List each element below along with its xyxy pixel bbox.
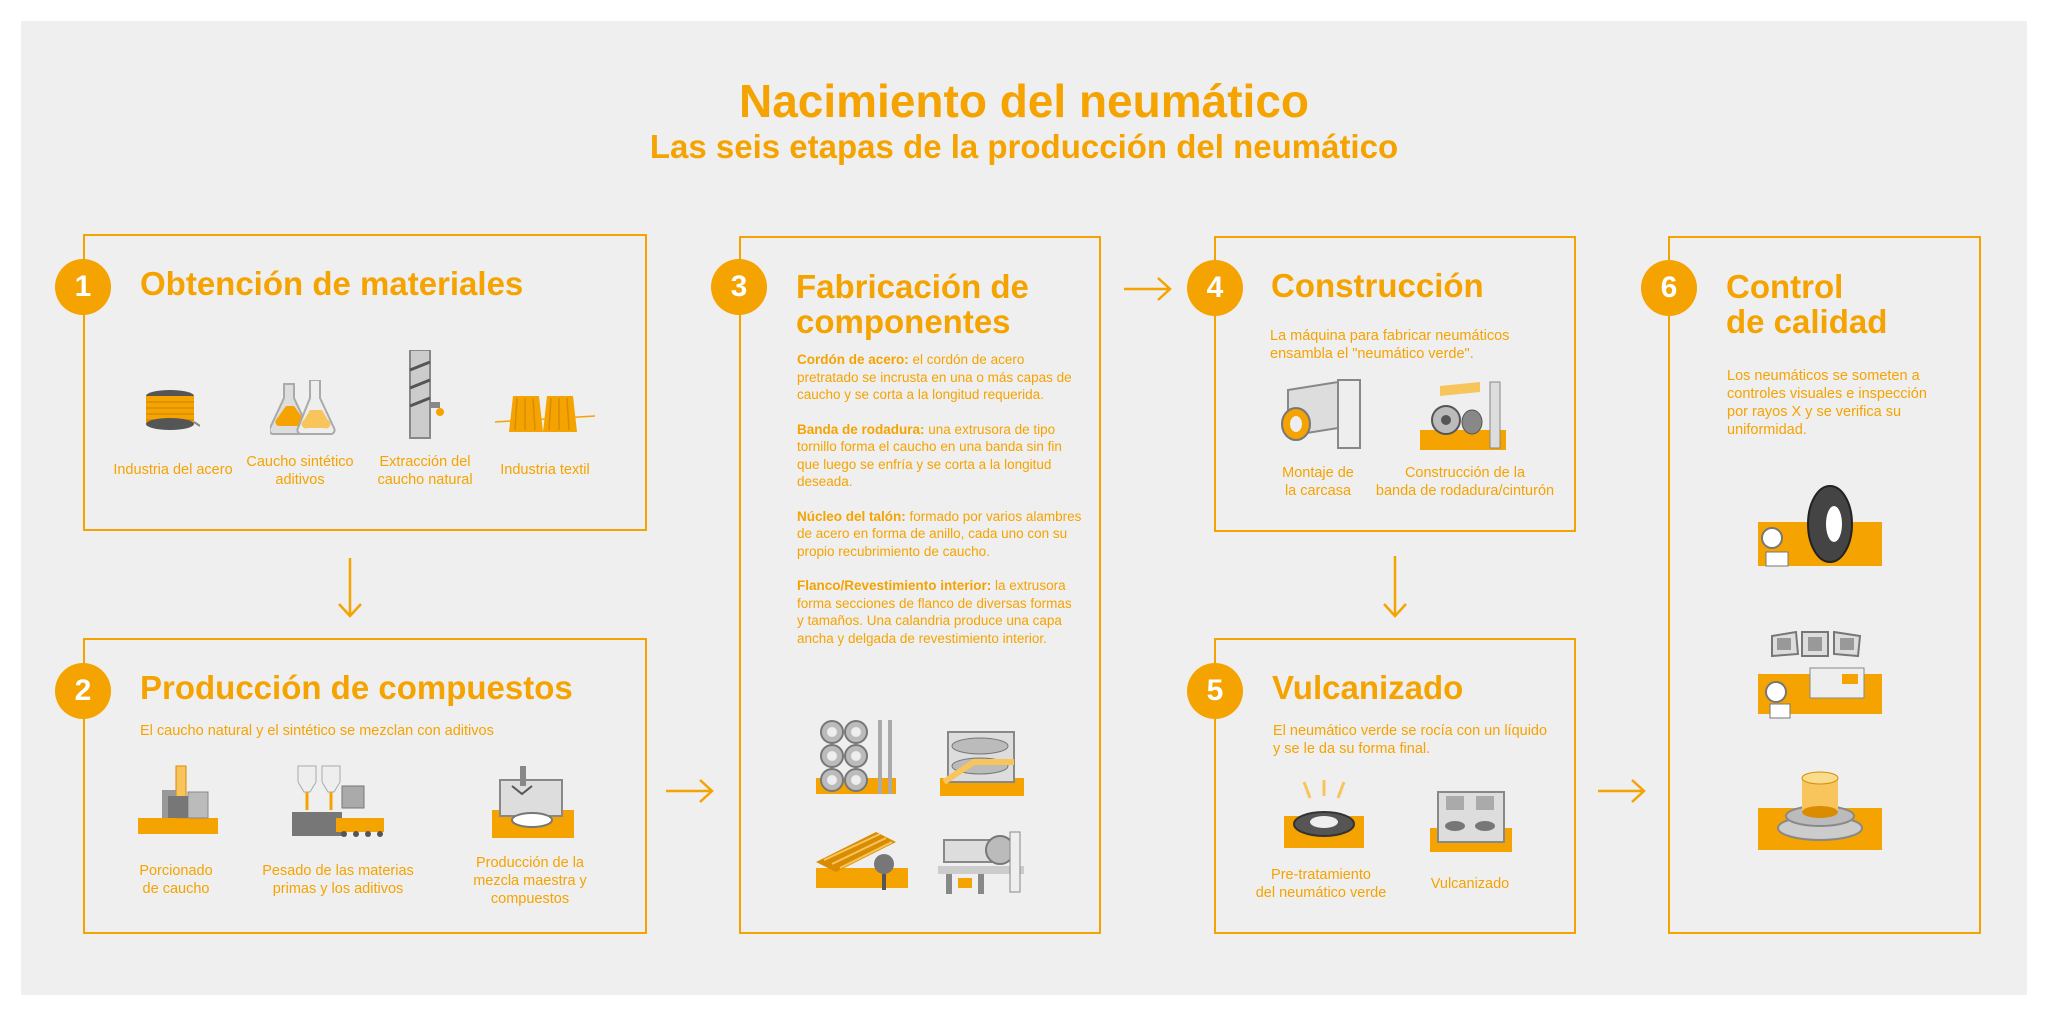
uniformity-machine-icon <box>1758 768 1882 854</box>
stage-6-description: Los neumáticos se someten a controles visuales e inspección por rayos X y se verifica su uniformidad. <box>1727 368 1927 438</box>
stage-2-item-label: Pesado de las materias primas y los aditivos <box>262 863 414 897</box>
xray-monitors-icon <box>1758 628 1882 720</box>
stage-1-item-label: Extracción del caucho natural <box>377 454 473 488</box>
mixer-machine-icon <box>490 766 576 840</box>
vulcanizing-press-icon <box>1430 790 1512 854</box>
stage-4-badge: 4 <box>1187 260 1243 316</box>
page-title: Nacimiento del neumático <box>738 75 1309 127</box>
steel-coil-icon <box>140 388 200 438</box>
stage-2-title: Producción de compuestos <box>140 669 573 706</box>
paragraph-text: formado por varios alambres de acero en forma de anillo, cada uno con su propio recubrimiento de caucho. <box>797 508 1082 559</box>
extruder-machine-icon <box>938 822 1024 896</box>
stage-1-item-label: Industria textil <box>500 462 590 478</box>
stage-1-item-label: Caucho sintético aditivos <box>246 454 354 488</box>
stage-4-description: La máquina para fabricar neumáticos ensambla el "neumático verde". <box>1270 328 1510 362</box>
stage-5-item-label: Vulcanizado <box>1430 876 1510 892</box>
carcass-drum-icon <box>1278 378 1364 452</box>
paragraph-text: la extrusora forma secciones de flanco de diversas formas y tamaños. Una calandria produce una capa ancha y delgada de revestimiento interior. <box>797 578 1072 646</box>
arrow-right-2-to-3 <box>664 776 716 806</box>
stage-1-item-label: Industria del acero <box>113 462 233 478</box>
paragraph-term: Flanco/Revestimiento interior: <box>797 578 992 593</box>
stage-3-title: Fabricación de componentes <box>796 268 1029 340</box>
stage-3-paragraph <box>797 421 1082 491</box>
page-subtitle: Las seis etapas de la producción del neumático <box>649 128 1399 165</box>
flask-icon <box>270 380 340 438</box>
arrow-down-1-to-2 <box>335 556 365 620</box>
paragraph-text: una extrusora de tipo tornillo forma el caucho en una banda sin fin que luego se enfría y se corta a la longitud deseada. <box>797 421 1062 489</box>
stage-4-item-label: Montaje de la carcasa <box>1282 465 1354 499</box>
paragraph-text: el cordón de acero pretratado se incrusta en una o más capas de caucho y se corta a la longitud requerida. <box>797 352 1072 402</box>
stage-2-item-label: Producción de la mezcla maestra y compuestos <box>473 855 587 907</box>
rubber-cutting-icon <box>138 762 218 838</box>
stage-3-paragraph <box>797 577 1082 647</box>
bead-rings-icon <box>816 718 902 798</box>
steel-cord-belt-icon <box>816 818 908 892</box>
paragraph-term: Núcleo del talón: <box>797 508 906 524</box>
stage-4-item-label: Construcción de la banda de rodadura/cinturón <box>1375 465 1555 499</box>
stage-2-badge: 2 <box>55 663 111 719</box>
spray-tire-icon <box>1280 780 1368 854</box>
stage-5-title: Vulcanizado <box>1272 669 1464 706</box>
stage-5-badge: 5 <box>1187 663 1243 719</box>
paragraph-term: Banda de rodadura: <box>797 421 925 437</box>
arrow-right-5-to-6 <box>1596 776 1648 806</box>
calender-machine-icon <box>940 722 1024 798</box>
stage-3-badge: 3 <box>711 259 767 315</box>
thread-spools-icon <box>495 392 595 440</box>
stage-5-item-label: Pre-tratamiento del neumático verde <box>1255 867 1387 901</box>
stage-1-title: Obtención de materiales <box>140 265 524 302</box>
weighing-hoppers-icon <box>292 762 384 842</box>
arrow-right-3-to-4 <box>1122 274 1174 304</box>
stage-6-badge: 6 <box>1641 260 1697 316</box>
stage-4-title: Construcción <box>1271 267 1484 304</box>
stage-1-badge: 1 <box>55 259 111 315</box>
stage-3-paragraphs <box>797 351 1082 664</box>
stage-3-paragraph <box>797 351 1082 404</box>
stage-5-description: El neumático verde se rocía con un líquido y se le da su forma final. <box>1273 723 1548 757</box>
belt-drum-icon <box>1420 380 1506 452</box>
tire-inspection-icon <box>1758 482 1882 570</box>
paragraph-term: Cordón de acero: <box>797 352 909 367</box>
rubber-tree-icon <box>400 350 450 440</box>
stage-6-title: Control de calidad <box>1726 268 1888 340</box>
stage-2-description: El caucho natural y el sintético se mezclan con aditivos <box>140 723 494 739</box>
stage-3-paragraph <box>797 508 1082 561</box>
stage-2-item-label: Porcionado de caucho <box>139 863 213 897</box>
arrow-down-4-to-5 <box>1380 554 1410 620</box>
